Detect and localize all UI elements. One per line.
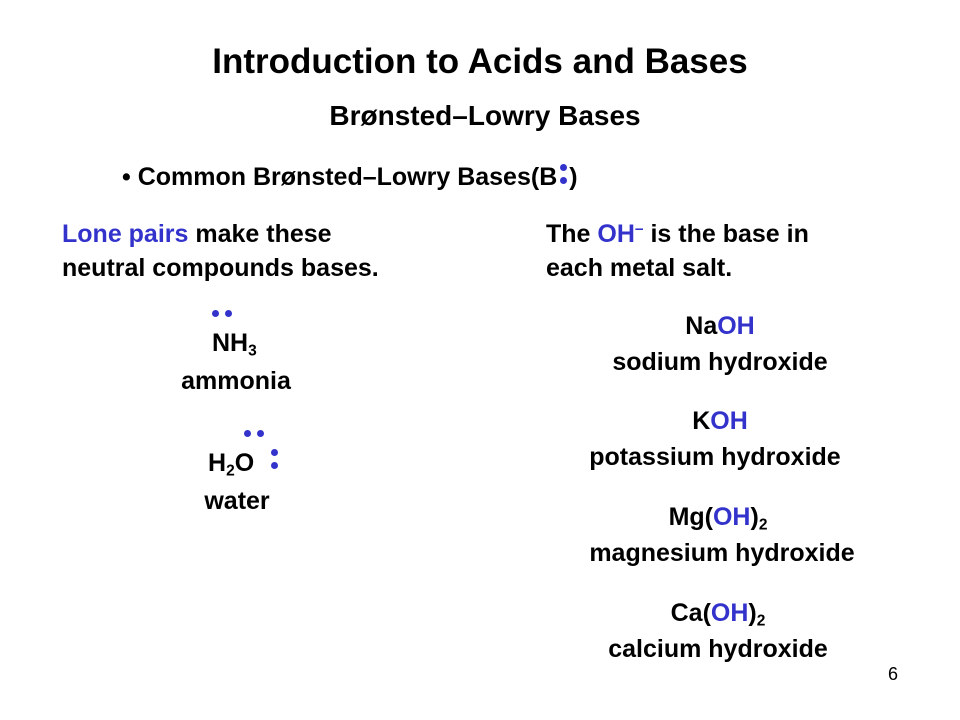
caoh2-hydroxide: OH: [710, 599, 749, 627]
koh-formula: [520, 404, 920, 438]
slide-subtitle: Brønsted–Lowry Bases: [329, 100, 641, 131]
mgoh2-formula: [518, 500, 918, 534]
bullet-text: Common Brønsted–Lowry Bases(: [137, 163, 540, 191]
right-intro-the: The: [546, 220, 598, 248]
naoh-metal: Na: [685, 312, 718, 340]
base-symbol: B: [539, 163, 558, 191]
water-formula-o: O: [234, 449, 255, 477]
hydroxide-charge: –: [634, 220, 644, 238]
left-intro-line1: make these: [188, 220, 332, 248]
water-formula-h: H: [208, 449, 227, 477]
page-number: 6: [888, 664, 899, 684]
caoh2-name: calcium hydroxide: [608, 635, 828, 663]
left-intro: [62, 217, 379, 285]
hydroxide-highlight: OH: [597, 220, 635, 248]
right-intro-line1: is the base in: [643, 220, 809, 248]
ammonia-name: ammonia: [181, 367, 291, 395]
naoh-name: sodium hydroxide: [612, 348, 828, 376]
mgoh2-name: magnesium hydroxide: [589, 539, 855, 567]
koh-hydroxide: OH: [710, 407, 748, 435]
water-formula-sub: 2: [226, 462, 235, 480]
caoh2-metal: Ca(: [670, 599, 711, 627]
right-intro: [546, 217, 809, 285]
bullet-marker: •: [122, 163, 131, 191]
mgoh2-sub: 2: [758, 516, 768, 534]
koh-metal: K: [692, 407, 711, 435]
water-formula: [208, 446, 254, 480]
bullet-close: ): [569, 163, 578, 191]
left-intro-line2: neutral compounds bases.: [62, 254, 379, 282]
ammonia-formula: [212, 326, 257, 360]
koh-name: potassium hydroxide: [589, 443, 841, 471]
naoh-hydroxide: OH: [717, 312, 755, 340]
mgoh2-metal: Mg(: [668, 503, 713, 531]
mgoh2-hydroxide: OH: [712, 503, 751, 531]
water-name: water: [204, 487, 270, 515]
slide-title: Introduction to Acids and Bases: [212, 42, 748, 81]
caoh2-sub: 2: [756, 612, 766, 630]
ammonia-formula-sub: 3: [248, 342, 257, 360]
caoh2-formula: [518, 596, 918, 630]
right-intro-line2: each metal salt.: [546, 254, 733, 282]
lone-pair-colon-icon: [557, 160, 569, 185]
mgoh2-close: ): [750, 503, 759, 531]
ammonia-formula-main: NH: [212, 329, 249, 357]
caoh2-close: ): [748, 599, 757, 627]
lone-pairs-highlight: Lone pairs: [62, 220, 189, 248]
bullet-line: [122, 160, 578, 194]
naoh-formula: [520, 309, 920, 343]
